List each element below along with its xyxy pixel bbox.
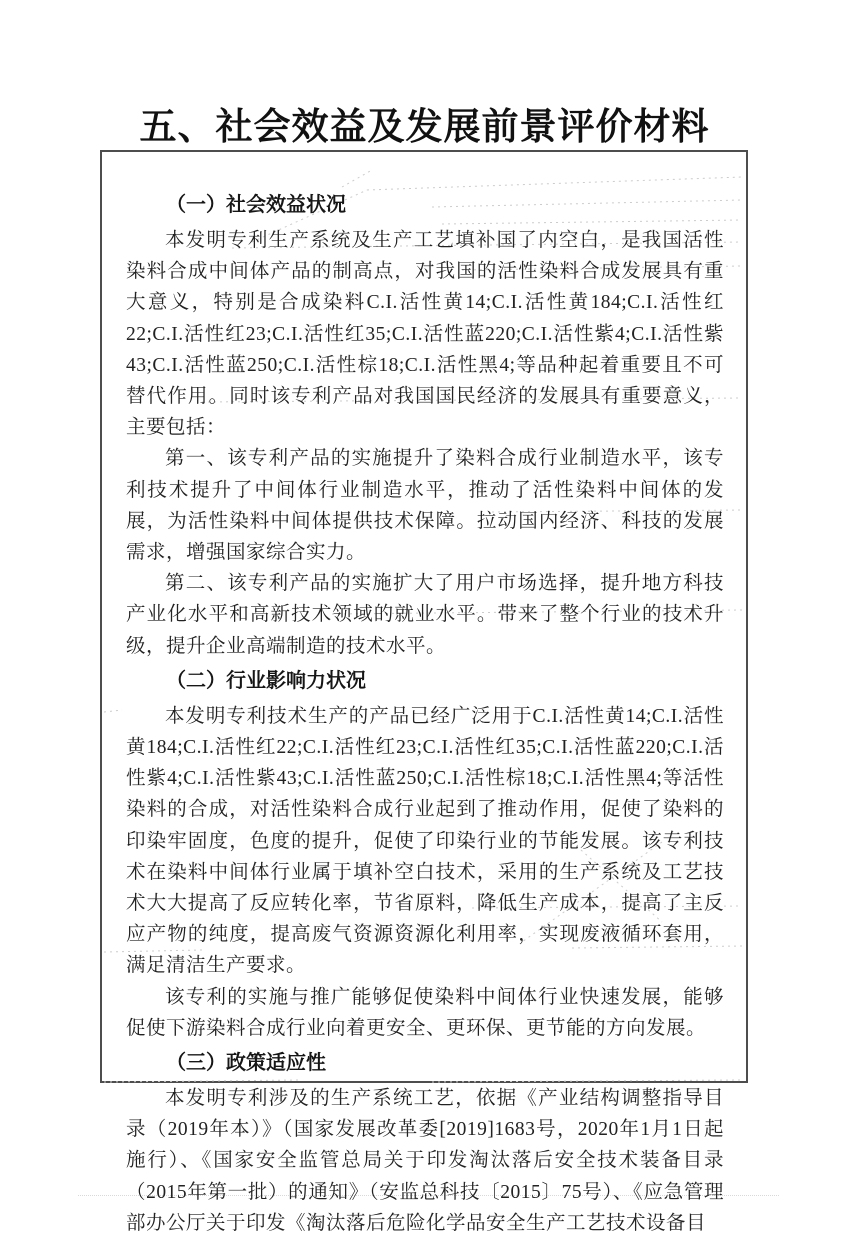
- paragraph: 本发明专利涉及的生产系统工艺，依据《产业结构调整指导目录（2019年本）》（国家发展改革委[2019]1683号，2020年1月1日起施行）、《国家安全监管总局关于印发淘汰落后安全技术装备目录（2015年第一批）的通知》（安监总科技〔2015〕75号）、《应急管理部办公厅关于印发《淘汰落后危险化学品安全生产工艺技术设备目: [126, 1088, 724, 1234]
- paragraph: 第一、该专利产品的实施提升了染料合成行业制造水平，该专利技术提升了中间体行业制造水平，推动了活性染料中间体的发展，为活性染料中间体提供技术保障。拉动国内经济、科技的发展需求，增强国家综合实力。: [126, 448, 724, 564]
- section-heading: （一）社会效益状况: [166, 194, 346, 216]
- document-title: 五、社会效益及发展前景评价材料: [139, 107, 710, 148]
- paragraph: 该专利的实施与推广能够促使染料中间体行业快速发展，能够促使下游染料合成行业向着更安全、更环保、更节能的方向发展。: [126, 986, 724, 1039]
- section-heading: （二）行业影响力状况: [166, 669, 366, 692]
- section-industry-influence: [126, 666, 724, 1044]
- section-social-benefit: [126, 190, 724, 662]
- paragraph: 本发明专利技术生产的产品已经广泛用于C.I.活性黄14;C.I.活性黄184;C.I.活性红22;C.I.活性红23;C.I.活性红35;C.I.活性蓝220;C.I.活性紫4;C.I.活性紫43;C.I.活性蓝250;C.I.活性棕18;C.I.活性黑4;等活性染料的合成，对活性染料合成行业起到了推动作用，促使了染料的印染牢固度，色度的提升，促使了印染行业的节能发展。该专利技术在染料中间体行业属于填补空白技术，采用的生产系统及工艺技术大大提高了反应转化率，节省原料，降低生产成本，提高了主反应产物的纯度，提高废气资源资源化利用率，实现废液循环套用，满足清洁生产要求。: [126, 705, 724, 977]
- paragraph: 本发明专利生产系统及生产工艺填补国了内空白，是我国活性染料合成中间体产品的制高点，对我国的活性染料合成发展具有重大意义，特别是合成染料C.I.活性黄14;C.I.活性黄184;C.I.活性红22;C.I.活性红23;C.I.活性红35;C.I.活性蓝220;C.I.活性紫4;C.I.活性紫43;C.I.活性蓝250;C.I.活性棕18;C.I.活性黑4;等品种起着重要且不可替代作用。同时该专利产品对我国国民经济的发展具有重要意义，主要包括：: [126, 230, 724, 439]
- section-heading: （三）政策适应性: [166, 1052, 326, 1075]
- content-body: [102, 152, 746, 1239]
- section-policy-adaptability: [126, 1048, 724, 1239]
- paragraph: 第二、该专利产品的实施扩大了用户市场选择，提升地方科技产业化水平和高新技术领域的就业水平。带来了整个行业的技术升级，提升企业高端制造的技术水平。: [126, 573, 724, 657]
- content-box: [100, 150, 748, 1234]
